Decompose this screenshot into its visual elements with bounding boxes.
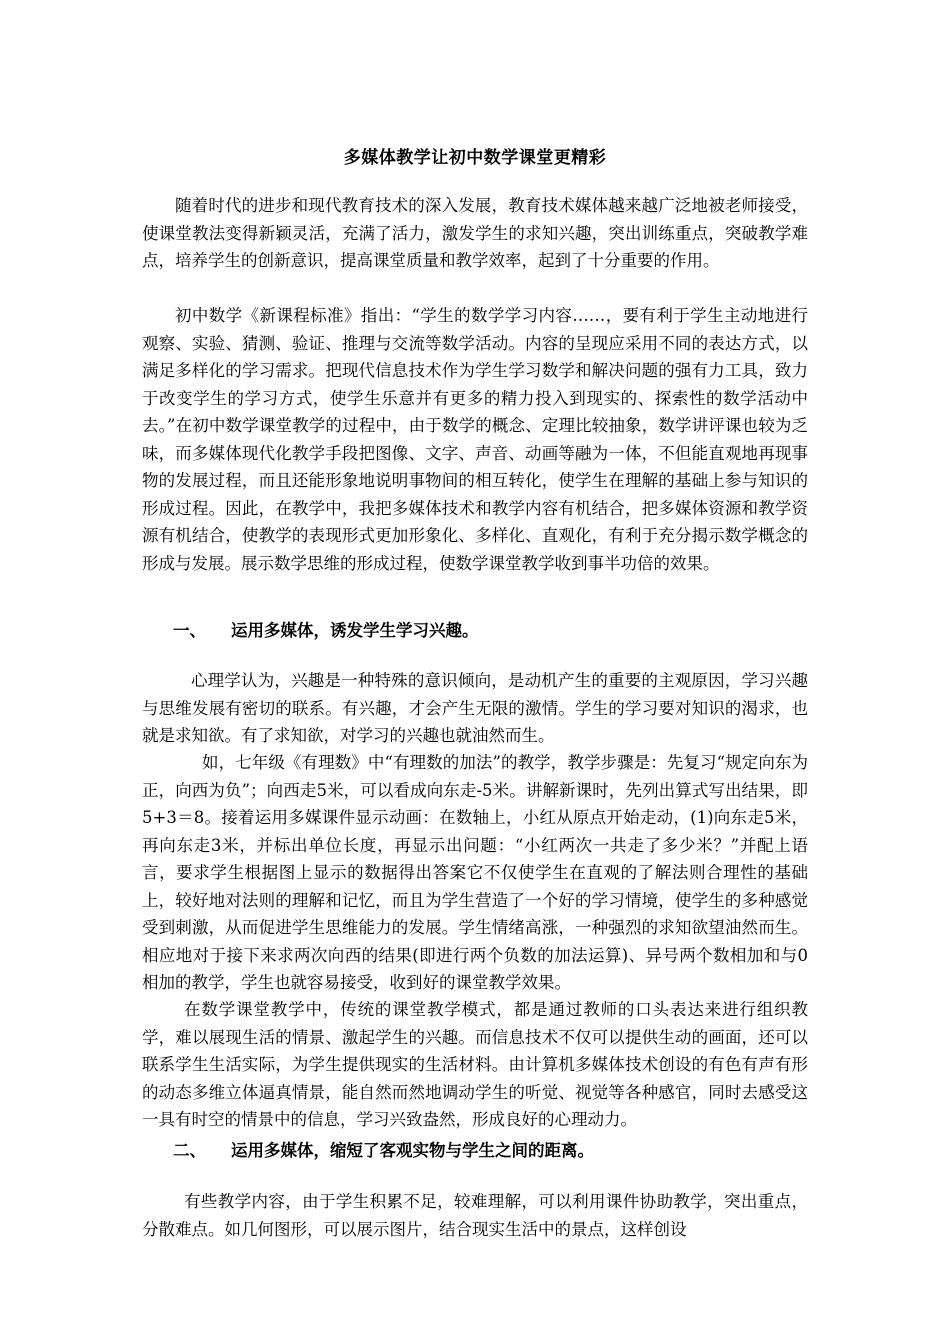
section-number-1: 一、 — [173, 621, 206, 640]
section-heading-1 — [173, 619, 479, 643]
paragraph-curriculum-standard: 初中数学《新课程标准》指出：“学生的数学学习内容……，要有利于学生主动地进行观察、实验、猜测、验证、推理与交流等数学活动。内容的呈现应采用不同的表达方式，以满足多样化的学习需求。把现代信息技术作为学生学习数学和解决问题的强有力工具，致力于改变学生的学习方式，使学生乐意并有更多的精力投入到现实的、探索性的数学活动中去。”在初中数学课堂教学的过程中，由于数学的概念、定理比较抽象，数学讲评课也较为乏味，而多媒体现代化教学手段把图像、文字、声音、动画等融为一体，不但能直观地再现事物的发展过程，而且还能形象地说明事物间的相互转化，使学生在理解的基础上参与知识的形成过程。因此，在教学中，我把多媒体技术和教学内容有机结合，把多媒体资源和教学资源有机结合，使教学的表现形式更加形象化、多样化、直观化，有利于充分揭示数学概念的形成与发展。展示数学思维的形成过程，使数学课堂教学收到事半功倍的效果。 — [142, 306, 808, 573]
document-title: 多媒体教学让初中数学课堂更精彩 — [343, 148, 607, 168]
section-number-2: 二、 — [173, 1141, 206, 1160]
section-title-1: 运用多媒体，诱发学生学习兴趣。 — [231, 621, 479, 640]
paragraph-example-addition: 如，七年级《有理数》中“有理数的加法”的教学，教学步骤是：先复习“规定向东为正，向西为负”；向西走5米，可以看成向东走-5米。讲解新课时，先列出算式写出结果，即5+3＝8。接着运用多媒课件显示动画：在数轴上，小红从原点开始走动，(1)向东走5米，再向东走3米，并标出单位长度，再显示出问题：“小红两次一共走了多少米？”并配上语言，要求学生根据图上显示的数据得出答案它不仅使学生在直观的了解法则合理性的基础上，较好地对法则的理解和记忆，而且为学生营造了一个好的学习情境，使学生的多种感觉受到刺激，从而促进学生思维能力的发展。学生情绪高涨，一种强烈的求知欲望油然而生。相应地对于接下来求两次向西的结果(即进行两个负数的加法运算)、异号两个数相加和与0相加的教学，学生也就容易接受，收到好的课堂教学效果。 — [142, 753, 808, 992]
paragraph-intro: 随着时代的进步和现代教育技术的深入发展，教育技术媒体越来越广泛地被老师接受，使课堂教法变得新颖灵活，充满了活力，激发学生的求知兴趣，突出训练重点，突破教学难点，培养学生的创新意识，提高课堂质量和教学效率，起到了十分重要的作用。 — [142, 196, 808, 270]
section-title-2: 运用多媒体，缩短了客观实物与学生之间的距离。 — [231, 1141, 594, 1160]
section-heading-2 — [173, 1139, 594, 1163]
paragraph-interest: 心理学认为，兴趣是一种特殊的意识倾向，是动机产生的重要的主观原因，学习兴趣与思维发展有密切的联系。有兴趣，才会产生无限的激情。学生的学习要对知识的渴求，也就是求知欲。有了求知欲，对学习的兴趣也就油然而生。 — [142, 671, 808, 745]
paragraph-classroom-mode: 在数学课堂教学中，传统的课堂教学模式，都是通过教师的口头表达来进行组织教学，难以展现生活的情景、激起学生的兴趣。而信息技术不仅可以提供生动的画面，还可以联系学生生活实际，为学生提供现实的生活材料。由计算机多媒体技术创设的有色有声有形的动态多维立体逼真情景，能自然而然地调动学生的听觉、视觉等各种感官，同时去感受这一具有时空的情景中的信息，学习兴致盎然，形成良好的心理动力。 — [142, 1000, 808, 1129]
paragraph-teaching-content: 有些教学内容，由于学生积累不足，较难理解，可以利用课件协助教学，突出重点，分散难点。如几何图形，可以展示图片，结合现实生活中的景点，这样创设 — [142, 1192, 808, 1239]
